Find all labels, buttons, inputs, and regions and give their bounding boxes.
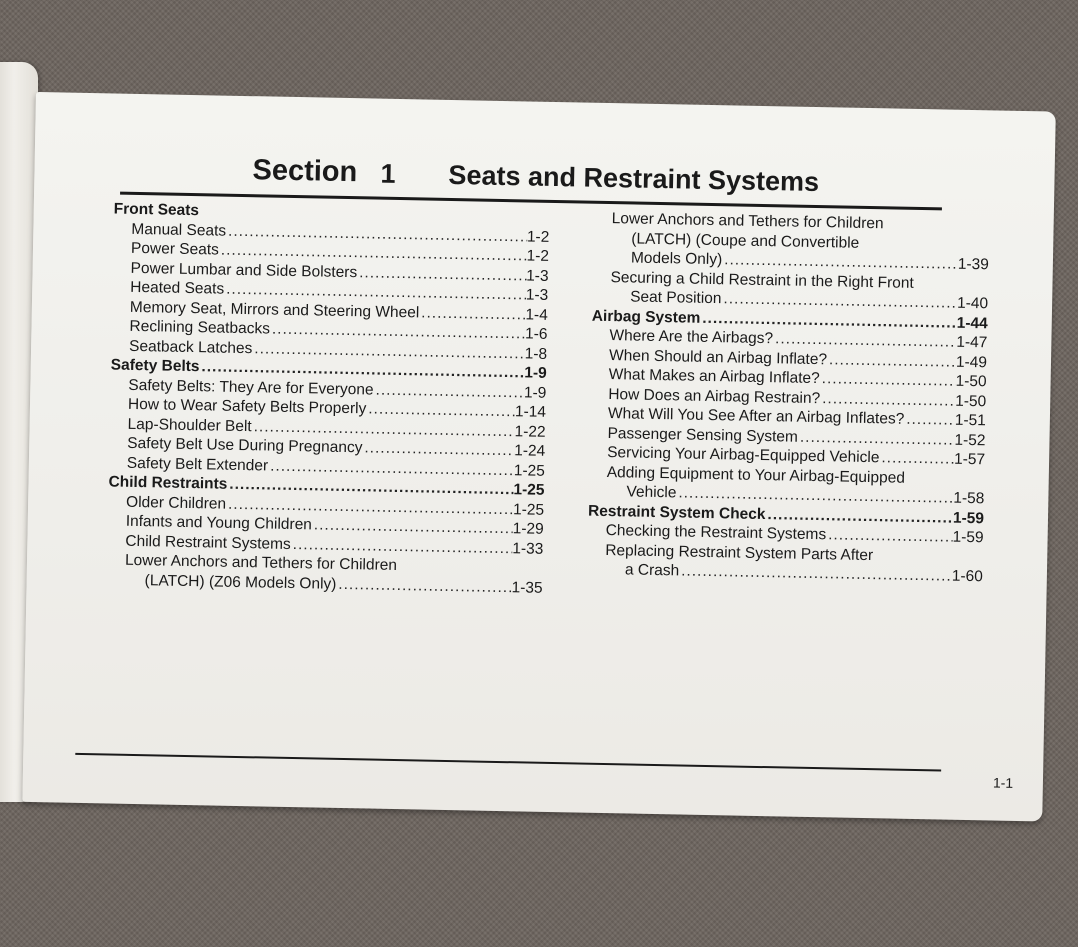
toc-entry-title: What Will You See After an Airbag Inflates? — [607, 405, 905, 428]
toc-entry-page: 1-6 — [524, 325, 548, 343]
toc-entry-title: Safety Belts — [110, 356, 200, 376]
dot-leader — [828, 525, 953, 547]
toc-entry-title: Lap-Shoulder Belt — [127, 415, 252, 435]
toc-entry-page: 1-50 — [955, 392, 987, 410]
toc-entry-page: 1-59 — [952, 528, 984, 547]
dot-leader — [338, 574, 512, 597]
toc-entry-title: How Does an Airbag Restrain? — [608, 385, 821, 407]
toc-entry-page: 1-9 — [523, 383, 547, 402]
toc-entry-title: Memory Seat, Mirrors and Steering Wheel — [129, 298, 420, 321]
toc-entry-title: Restraint System Check — [587, 502, 766, 523]
toc-entry-page: 1-40 — [956, 294, 989, 313]
toc-entry-page: 1-49 — [955, 353, 988, 371]
toc-line: Securing a Child Restraint in the Right Front — [610, 268, 914, 292]
section-title: Seats and Restraint Systems — [448, 159, 820, 198]
toc-entry-page: 1-29 — [512, 520, 544, 538]
toc-entry-page: 1-8 — [524, 344, 548, 363]
toc-entry-title: Reclining Seatbacks — [129, 317, 271, 338]
toc-entry-page: 1-22 — [514, 422, 546, 441]
dot-leader — [822, 369, 956, 391]
toc-entry-title: Passenger Sensing System — [607, 424, 799, 446]
toc-entry-page: 1-9 — [524, 364, 547, 382]
toc-entry-page: 1-33 — [512, 539, 544, 558]
dot-leader — [906, 410, 955, 430]
dot-leader — [421, 303, 526, 324]
toc-line: Lower Anchors and Tethers for Children — [611, 210, 884, 233]
toc-line: Replacing Restraint System Parts After — [605, 541, 874, 564]
footer-rule — [75, 753, 941, 772]
toc-entry-title: Child Restraint Systems — [125, 532, 291, 553]
toc-entry-page: 1-4 — [525, 305, 548, 324]
toc-entry-title: Servicing Your Airbag-Equipped Vehicle — [607, 444, 880, 467]
toc-entry-page: 1-2 — [526, 227, 550, 246]
toc-entry-title: Infants and Young Children — [125, 512, 313, 534]
section-number: 1 — [380, 158, 396, 189]
toc-entry-title: What Makes an Airbag Inflate? — [608, 366, 820, 388]
toc-entry-title: a Crash — [624, 561, 680, 580]
toc-entry-title: Older Children — [125, 493, 227, 513]
toc-entry-title: When Should an Airbag Inflate? — [608, 346, 828, 368]
dot-leader — [681, 561, 952, 586]
toc-entry-title: Seatback Latches — [128, 337, 253, 357]
toc-entry-page: 1-14 — [514, 403, 547, 421]
toc-entry-page: 1-3 — [525, 266, 549, 285]
toc-entry-page: 1-57 — [953, 450, 986, 469]
toc-entry-page: 1-60 — [951, 567, 984, 586]
toc-entry-page: 1-35 — [511, 578, 543, 597]
toc-entry-page: 1-51 — [954, 411, 987, 430]
toc-entry-title: Where Are the Airbags? — [609, 327, 774, 348]
toc-entry-title: Seat Position — [630, 288, 722, 308]
toc-entry-page: 1-25 — [513, 461, 545, 480]
toc-entry-page: 1-52 — [954, 431, 986, 449]
dot-leader — [881, 448, 954, 469]
toc-entry-title: Safety Belt Extender — [126, 454, 269, 475]
dot-leader — [829, 350, 956, 372]
toc-entry-page: 1-59 — [952, 509, 985, 527]
toc-entry-page: 1-58 — [953, 489, 985, 508]
toc-entry-page: 1-3 — [525, 286, 549, 304]
toc-entry-title: (LATCH) (Z06 Models Only) — [144, 571, 337, 593]
toc-entry-title: Airbag System — [591, 307, 701, 327]
toc-entry-title: Power Lumbar and Side Bolsters — [130, 259, 358, 281]
toc-left-column — [106, 200, 549, 598]
toc-entry-page: 1-24 — [514, 442, 546, 460]
toc-entry-page: 1-39 — [957, 255, 990, 274]
toc-entry-page: 1-25 — [512, 500, 545, 519]
toc-right-column — [587, 209, 990, 587]
toc-line: Lower Anchors and Tethers for Children — [124, 551, 398, 575]
toc-entry-page: 1-2 — [526, 247, 550, 265]
toc-entry-title: Checking the Restraint Systems — [605, 522, 827, 544]
toc-entry-page: 1-47 — [956, 333, 988, 352]
toc-entry-title: Heated Seats — [130, 278, 225, 298]
page-content — [22, 92, 1055, 821]
toc-line: Adding Equipment to Your Airbag-Equipped — [606, 463, 906, 487]
toc-line: (LATCH) (Coupe and Convertible — [631, 229, 860, 252]
dot-leader — [822, 389, 955, 411]
toc-entry-title: Front Seats — [113, 200, 200, 220]
toc-entry-title: Vehicle — [626, 483, 677, 502]
page-number: 1-1 — [992, 774, 1014, 791]
toc-entry-title: Safety Belt Use During Pregnancy — [127, 434, 363, 457]
section-word: Section — [252, 154, 358, 189]
manual-page — [22, 92, 1055, 821]
toc-entry-title: Manual Seats — [131, 220, 227, 240]
toc-entry-title: Child Restraints — [108, 473, 228, 493]
toc-entry-title: Models Only) — [630, 249, 723, 269]
toc-entry-page: 1-50 — [955, 372, 987, 391]
toc-entry-title: Safety Belts: They Are for Everyone — [128, 376, 374, 399]
toc-entry-title: Power Seats — [130, 239, 220, 259]
toc-entry-title: How to Wear Safety Belts Properly — [127, 395, 367, 418]
toc-entry-page: 1-44 — [956, 314, 988, 332]
toc-entry-page: 1-25 — [513, 481, 545, 499]
